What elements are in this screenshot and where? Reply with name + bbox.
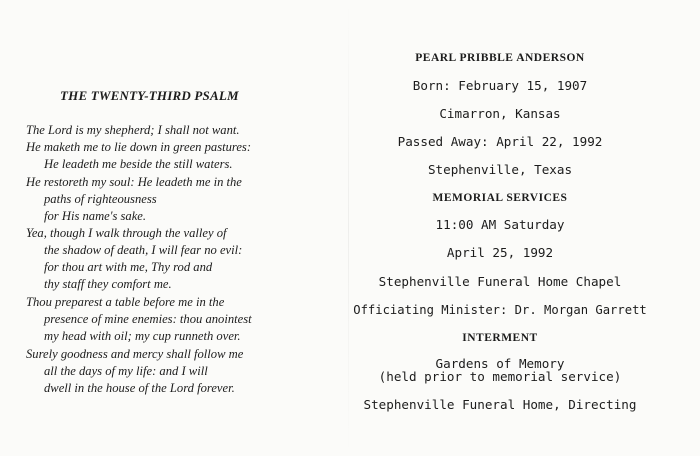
deceased-name: PEARL PRIBBLE ANDERSON [415, 52, 585, 64]
birth-place: Cimarron, Kansas [439, 106, 561, 121]
service-date: April 25, 1992 [446, 245, 554, 260]
psalm-line: for His name's sake. [44, 209, 147, 223]
card-fold [348, 0, 349, 456]
interment-place: Gardens of Memory [435, 356, 565, 371]
psalm-title: THE TWENTY-THIRD PSALM [60, 88, 239, 103]
interment-heading: INTERMENT [462, 332, 538, 344]
psalm-line: the shadow of death, I will fear no evil: [44, 243, 243, 257]
psalm-line: all the days of my life: and I will [44, 364, 208, 378]
services-heading: MEMORIAL SERVICES [432, 192, 568, 204]
service-location: Stephenville Funeral Home Chapel [378, 274, 622, 289]
psalm-line: He leadeth me beside the still waters. [44, 157, 233, 171]
psalm-line: He restoreth my soul: He leadeth me in the [26, 175, 242, 189]
psalm-line: presence of mine enemies: thou anointest [44, 312, 252, 326]
psalm-line: Thou preparest a table before me in the [26, 295, 225, 309]
death-date: Passed Away: April 22, 1992 [397, 134, 603, 149]
obituary-panel [350, 0, 650, 456]
psalm-line: dwell in the house of the Lord forever. [44, 381, 235, 395]
service-time: 11:00 AM Saturday [435, 217, 565, 232]
psalm-line: The Lord is my shepherd; I shall not want. [26, 123, 240, 137]
psalm-line: my head with oil; my cup runneth over. [44, 329, 241, 343]
psalm-line: Yea, though I walk through the valley of [26, 226, 227, 240]
interment-note: (held prior to memorial service) [378, 369, 622, 384]
death-place: Stephenville, Texas [427, 162, 573, 177]
psalm-line: He maketh me to lie down in green pastures: [26, 140, 252, 154]
officiating-minister: Officiating Minister: Dr. Morgan Garrett [353, 303, 647, 317]
directing-home: Stephenville Funeral Home, Directing [363, 397, 637, 412]
psalm-line: thy staff they comfort me. [44, 277, 172, 291]
psalm-line: Surely goodness and mercy shall follow me [26, 347, 244, 361]
psalm-line: for thou art with me, Thy rod and [44, 260, 213, 274]
birth-date: Born: February 15, 1907 [412, 78, 588, 93]
psalm-line: paths of righteousness [44, 192, 157, 206]
